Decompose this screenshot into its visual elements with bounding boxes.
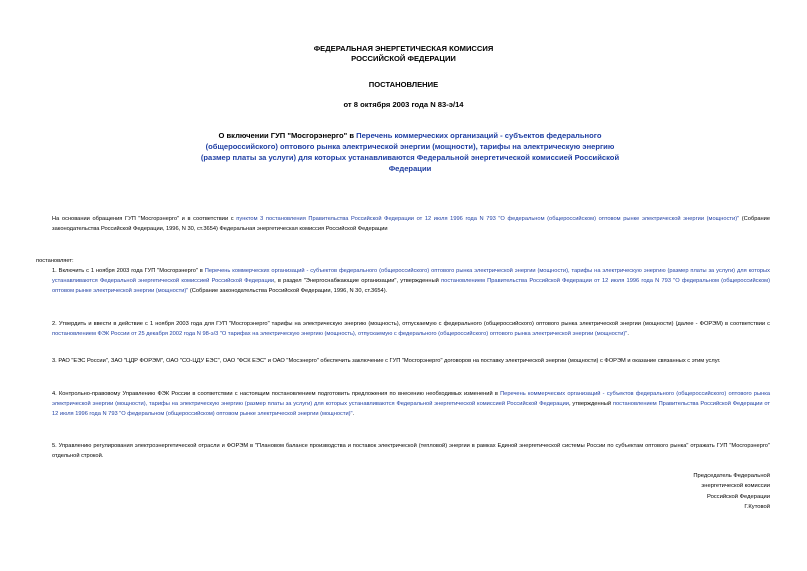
subject-prefix: О включении ГУП "Мосгорэнерго" в: [218, 131, 357, 140]
item-1-text-1: 1. Включить с 1 ноября 2003 года ГУП "Мосгорэнерго" в: [52, 268, 205, 274]
document-subject: [200, 130, 620, 174]
decree-word: постановляет:: [36, 258, 74, 264]
item-1-text-3: (Собрание законодательства Российской Федерации, 1996, N 30, ст.3654).: [188, 288, 388, 295]
signature-block: [660, 471, 770, 512]
signature-line-3: Российской Федерации: [706, 493, 770, 500]
item-4-text-3: .: [352, 411, 355, 418]
item-1-paragraph: [36, 266, 770, 297]
preamble-text-1: На основании обращения ГУП "Мосгорэнерго" и в соответствии с: [52, 216, 237, 222]
item-1-link-decree[interactable]: постановлением Правительства Российской Федерации от 12 июля 1996 года N 793 "О федеральном (общероссийском) оптовом рынке электрической энергии (мощности)": [52, 278, 770, 295]
preamble-link[interactable]: пунктом 3 постановления Правительства Российской Федерации от 12 июля 1996 года N 793 "О федеральном (общероссийском) оптовом рынке электрической энергии (мощности)": [236, 216, 740, 222]
issuer-line-1: ФЕДЕРАЛЬНАЯ ЭНЕРГЕТИЧЕСКАЯ КОМИССИЯ: [313, 44, 494, 53]
item-3-paragraph: [36, 356, 770, 366]
item-2-link[interactable]: постановлением ФЭК России от 25 декабря 2002 года N 98-э/3 "О тарифах на электрическую энергию (мощность), отпускаемую с федерального (общероссийского) оптового рынка электрической энергии (мощности)": [52, 331, 628, 338]
item-4-link-list[interactable]: Перечень коммерческих организаций - субъектов федерального (общероссийского) оптового рынка электрической энергии (мощности), тарифы на электрическую энергию (размер платы за услуги) для которых устанавливаются Федеральной энергетической комиссией Российской Федерации: [52, 391, 770, 408]
signature-line-2: энергетической комиссии: [701, 483, 770, 490]
item-4-link-decree[interactable]: постановлением Правительства Российской Федерации от 12 июля 1996 года N 793 "О федеральном (общероссийском) оптовом рынке электрической энергии (мощности)": [52, 401, 771, 418]
item-3-text: 3. РАО "ЕЭС России", ЗАО "ЦДР ФОРЭМ", ОАО "СО-ЦДУ ЕЭС", ОАО "ФСК ЕЭС" и ОАО "Мосэнерго" обеспечить заключение с ГУП "Мосгорэнерго" договоров на поставку электрической энергии (мощности) с ФОРЭМ и оказание связанных с этим услуг.: [52, 358, 721, 364]
item-4-text-1: 4. Контрольно-правовому Управлению ФЭК России в соответствии с настоящим постановлением подготовить предложения по внесению необходимых изменений в: [52, 391, 501, 397]
document-type: ПОСТАНОВЛЕНИЕ: [368, 80, 439, 89]
issuer-line-2: РОССИЙСКОЙ ФЕДЕРАЦИИ: [351, 54, 456, 63]
item-5-paragraph: [36, 441, 770, 461]
preamble-text-2: (Собрание законодательства Российской Федерации, 1996, N 30, ст.3654) Федеральная энергетическая комиссия Российской Федерации: [52, 216, 771, 233]
item-1-text-2: , в раздел "Энергоснабжающие организации", утвержденный: [274, 278, 442, 285]
item-2-text-2: .: [627, 331, 629, 338]
issuer-name: [0, 44, 807, 64]
preamble-paragraph: [36, 214, 770, 234]
item-1-link-list[interactable]: Перечень коммерческих организаций - субъектов федерального (общероссийского) оптового рынка электрической энергии (мощности), тарифы на электрическую энергию (размер платы за услуги) для которых устанавливаются Федеральной энергетической комиссией Российской Федерации: [52, 268, 770, 285]
item-4-paragraph: [36, 389, 770, 420]
signature-line-4: Г.Кутовой: [744, 503, 770, 510]
signature-line-1: Председатель Федеральной: [693, 473, 770, 479]
subject-link[interactable]: Перечень коммерческих организаций - субъектов федерального (общероссийского) оптового рынка электрической энергии (мощности), тарифы на электрическую энергию (размер платы за услуги) для которых устанавливаются Федеральной энергетической комиссией Российской Федерации: [200, 131, 620, 173]
item-4-text-2: , утвержденный: [569, 401, 613, 408]
document-date: от 8 октября 2003 года N 83-э/14: [343, 100, 464, 109]
item-5-text: 5. Управлению регулирования электроэнергетической отрасли и ФОРЭМ в "Плановом балансе производства и поставок электрической (тепловой) энергии в рамках Единой энергетической системы России по субъектам оптового рынка" отражать ГУП "Мосгорэнерго" отдельной строкой.: [52, 443, 770, 460]
item-2-paragraph: [36, 319, 770, 339]
item-2-text-1: 2. Утвердить и ввести в действие с 1 ноября 2003 года для ГУП "Мосгорэнерго" тарифы на электрическую энергию (мощность), отпускаемую с федерального (общероссийского) оптового рынка электрической энергии (мощности) (далее - ФОРЭМ) в соответствии с: [52, 321, 770, 327]
